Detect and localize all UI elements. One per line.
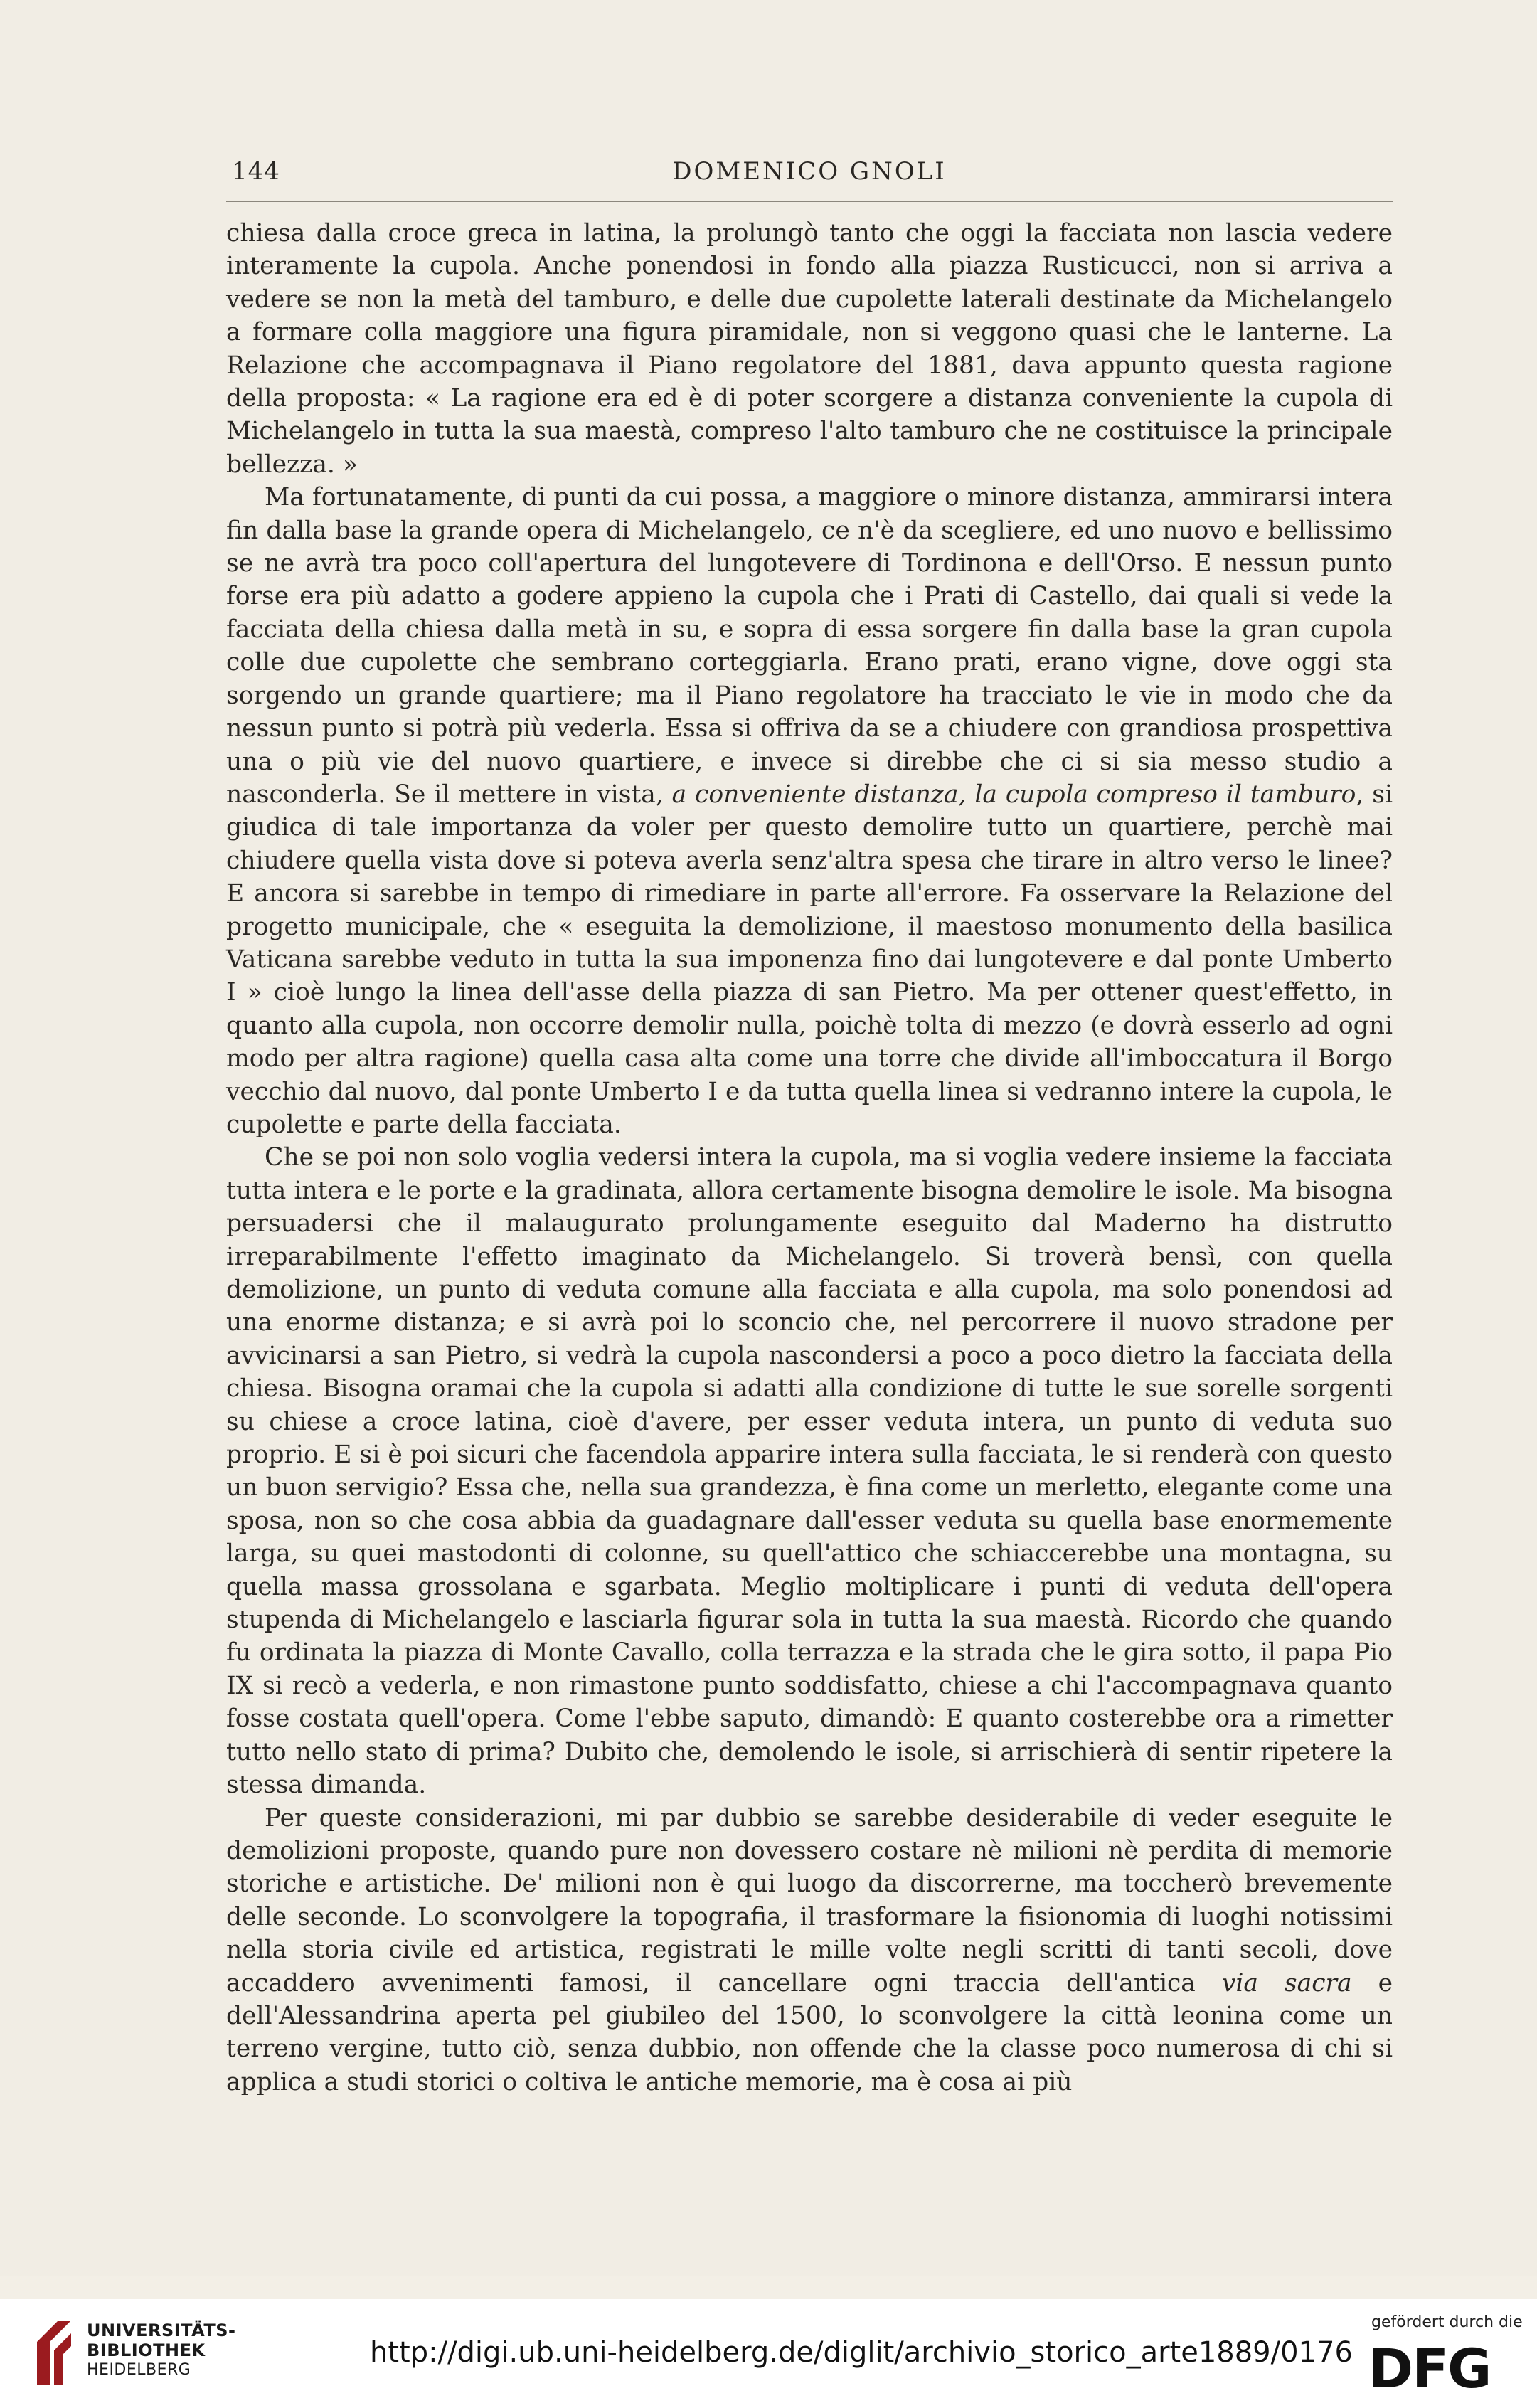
page-number: 144 — [232, 157, 280, 186]
paragraph — [226, 1802, 1393, 2099]
running-title: DOMENICO GNOLI — [672, 157, 947, 186]
text-span: e dell'Alessandrina aperta pel giubileo del 1500, lo sconvolgere la città leonina come un terreno vergine, tutto ciò, senza dubbio, non offende che la classe poco numerosa di chi si applica a studi storici o coltiva le antiche memorie, ma è cosa ai più — [226, 1968, 1393, 2096]
running-header — [226, 153, 1393, 189]
text-span: Per queste considerazioni, mi par dubbio se sarebbe desiderabile di veder eseguite le demolizioni proposte, quando pure non dovessero costare nè milioni nè perdita di memorie storiche e artistiche. De' milioni non è qui luogo da discorrerne, ma toccherò brevemente delle seconde. Lo sconvolgere la topografia, il trasformare la fisionomia di luoghi notissimi nella storia civile ed artistica, registrati le mille volte negli scritti di tanti secoli, dove accaddero avvenimenti famosi, il cancellare ogni traccia dell'antica — [226, 1803, 1393, 1998]
university-library-name — [87, 2321, 236, 2380]
italic-text-span: via sacra — [1221, 1968, 1352, 1998]
permalink-url[interactable]: http://digi.ub.uni-heidelberg.de/diglit/archivio_storico_arte1889/0176 — [370, 2336, 1353, 2369]
institution-line-3: HEIDELBERG — [87, 2361, 191, 2379]
text-span: Che se poi non solo voglia vedersi intera la cupola, ma si voglia vedere insieme la facciata tutta intera e le porte e la gradinata, allora certamente bisogna demolire le isole. Ma bisogna persuadersi che il malaugurato prolungamente eseguito dal Maderno ha distrutto irreparabilmente l'effetto imaginato da Michelangelo. Si troverà bensì, con quella demolizione, un punto di veduta comune alla facciata e alla cupola, ma solo ponendosi ad una enorme distanza; e si avrà poi lo sconcio che, nel percorrere il nuovo stradone per avvicinarsi a san Pietro, si vedrà la cupola nascondersi a poco a poco dietro la facciata della chiesa. Bisogna oramai che la cupola si adatti alla condizione di tutte le sue sorelle sorgenti su chiese a croce latina, cioè d'avere, per esser veduta intera, un punto di veduta suo proprio. E si è poi sicuri che facendola apparire intera sulla facciata, le si renderà con questo un buon servigio? Essa che, nella sua grandezza, è fina come un merletto, elegante come una sposa, non so che cosa abbia da guadagnare dall'esser veduta su quella base enormemente larga, su quei mastodonti di colonne, su quell'attico che schiaccerebbe una montagna, su quella massa grossolana e sgarbata. Meglio moltiplicare i punti di veduta dell'opera stupenda di Michelangelo e lasciarla figurar sola in tutta la sua maestà. Ricordo che quando fu ordinata la piazza di Monte Cavallo, colla terrazza e la strada che le gira sotto, il papa Pio IX si recò a vederla, e non rimastone punto soddisfatto, chiese a chi l'accompagnava quanto fosse costata quell'opera. Come l'ebbe saputo, dimandò: E quanto costerebbe ora a rimetter tutto nello stato di prima? Dubito che, demolendo le isole, si arrischierà di sentir ripetere la stessa dimanda. — [226, 1143, 1393, 1800]
text-span: Ma fortunatamente, di punti da cui possa, a maggiore o minore distanza, ammirarsi intera fin dalla base la grande opera di Michelangelo, ce n'è da scegliere, ed uno nuovo e bellissimo se ne avrà tra poco coll'apertura del lungotevere di Tordinona e dell'Orso. E nessun punto forse era più adatto a godere appieno la cupola che i Prati di Castello, dai quali si vede la facciata della chiesa dalla metà in su, e sopra di essa sorgere fin dalla base la gran cupola colle due cupolette che sembrano corteggiarla. Erano prati, erano vigne, dove oggi sta sorgendo un grande quartiere; ma il Piano regolatore ha tracciato le vie in modo che da nessun punto si potrà più vederla. Essa si offriva da se a chiudere con grandiosa prospettiva una o più vie del nuovo quartiere, e invece si direbbe che ci si sia messo studio a nasconderla. Se il mettere in vista, — [226, 483, 1393, 809]
institution-line-2: BIBLIOTHEK — [87, 2340, 206, 2360]
dfg-logo: DFG — [1368, 2337, 1491, 2400]
body-text — [226, 217, 1393, 2099]
institution-line-1: UNIVERSITÄTS- — [87, 2321, 236, 2340]
paragraph — [226, 217, 1393, 481]
paragraph — [226, 1141, 1393, 1801]
funding-label: gefördert durch die — [1371, 2313, 1523, 2331]
italic-text-span: a conveniente distanza, la cupola compreso il tamburo — [671, 780, 1356, 809]
university-library-logo-icon — [30, 2313, 78, 2392]
header-rule — [226, 201, 1393, 202]
paragraph — [226, 481, 1393, 1141]
text-span: chiesa dalla croce greca in latina, la prolungò tanto che oggi la facciata non lascia vedere interamente la cupola. Anche ponendosi in fondo alla piazza Rusticucci, non si arriva a vedere se non la metà del tamburo, e delle due cupolette laterali destinate da Michelangelo a formare colla maggiore una figura piramidale, non si veggono quasi che le lanterne. La Relazione che accompagnava il Piano regolatore del 1881, dava appunto questa ragione della proposta: « La ragione era ed è di poter scorgere a distanza conveniente la cupola di Michelangelo in tutta la sua maestà, compreso l'alto tamburo che ne costituisce la principale bellezza. » — [226, 219, 1393, 479]
text-span: , si giudica di tale importanza da voler per questo demolire tutto un quartiere, perchè mai chiudere quella vista dove si poteva averla senz'altra spesa che tirare in altro verso le linee? E ancora si sarebbe in tempo di rimediare in parte all'errore. Fa osservare la Relazione del progetto municipale, che « eseguita la demolizione, il maestoso monumento della basilica Vaticana sarebbe veduto in tutta la sua imponenza fino dai lungotevere e dal ponte Umberto I » cioè lungo la linea dell'asse della piazza di san Pietro. Ma per ottener quest'effetto, in quanto alla cupola, non occorre demolir nulla, poichè tolta di mezzo (e dovrà esserlo ad ogni modo per altra ragione) quella casa alta come una torre che divide all'imboccatura il Borgo vecchio dal nuovo, dal ponte Umberto I e da tutta quella linea si vedranno intere la cupola, le cupolette e parte della facciata. — [226, 780, 1393, 1139]
viewer-footer — [0, 2299, 1537, 2408]
